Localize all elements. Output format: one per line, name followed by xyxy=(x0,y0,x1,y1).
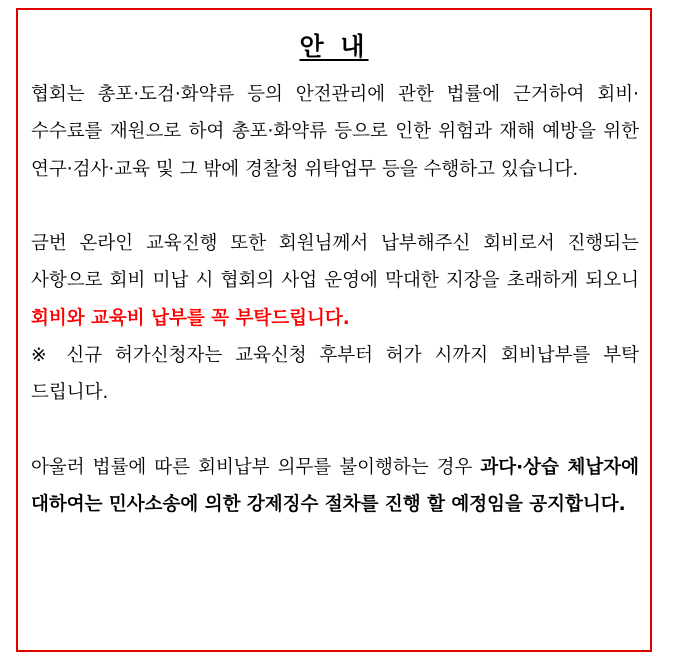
notice-body xyxy=(31,76,639,524)
paragraph-gap xyxy=(31,412,639,449)
paragraph-payment-request xyxy=(31,225,639,337)
legal-warning-text: 아울러 법률에 따른 회비납부 의무를 불이행하는 경우 xyxy=(31,456,481,478)
paragraph-gap xyxy=(31,188,639,225)
payment-request-emphasis: 회비와 교육비 납부를 꼭 부탁드립니다. xyxy=(31,307,350,329)
paragraph-legal-warning xyxy=(31,449,639,524)
paragraph-mandate: 협회는 총포·도검·화약류 등의 안전관리에 관한 법률에 근거하여 회비·수수료를 재원으로 하여 총포·화약류 등으로 인한 위험과 재해 예방을 위한 연구·검사·교육 및 그 밖에 경찰청 위탁업무 등을 수행하고 있습니다. xyxy=(31,84,639,180)
payment-request-text: 금번 온라인 교육진행 또한 회원님께서 납부해주신 회비로서 진행되는 사항으로 회비 미납 시 협회의 사업 운영에 막대한 지장을 초래하게 되오니 xyxy=(31,233,639,292)
notice-title xyxy=(18,32,650,62)
notice-title-text: 안 내 xyxy=(299,32,369,61)
new-applicant-note: ※ 신규 허가신청자는 교육신청 후부터 허가 시까지 회비납부를 부탁 드립니다. xyxy=(31,345,639,404)
legal-warning-emphasis: 과다·상습 체납자에 대하여는 민사소송에 의한 강제징수 절차를 진행 할 예정임을 공지합니다. xyxy=(31,456,639,516)
notice-box xyxy=(16,8,652,652)
